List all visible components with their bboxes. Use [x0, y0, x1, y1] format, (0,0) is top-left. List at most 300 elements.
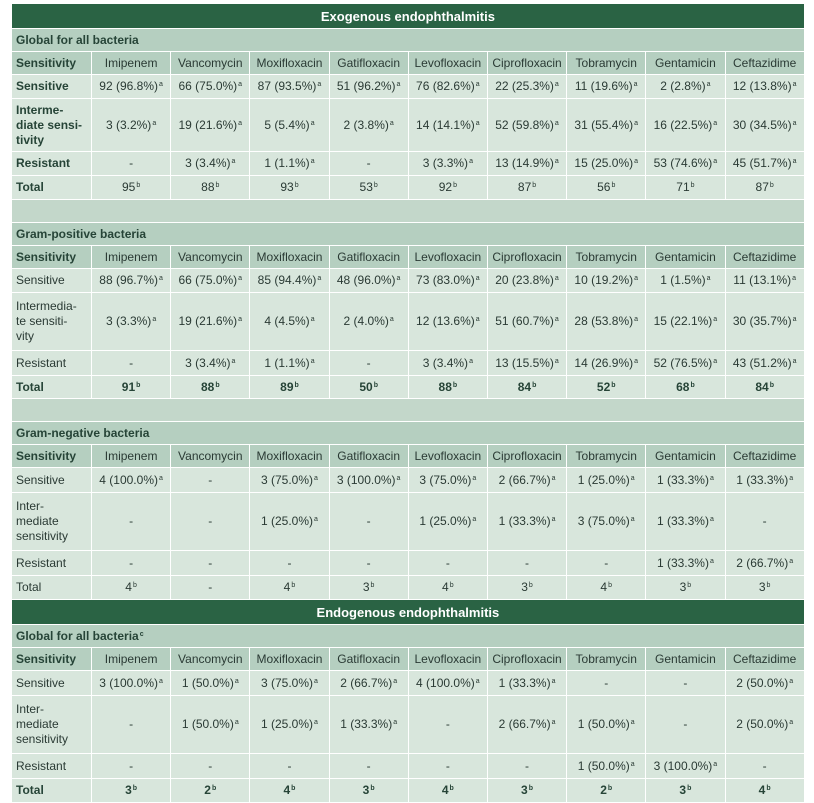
value-cell: [408, 551, 487, 576]
footnote-marker: b: [690, 381, 695, 389]
cell-value: -: [129, 355, 134, 370]
row-label: [12, 468, 92, 493]
value-cell: [567, 99, 646, 152]
value-cell: [250, 293, 329, 351]
footnote-marker: a: [554, 316, 559, 323]
footnote-marker: a: [472, 516, 477, 523]
antibiotic-header: Ciprofloxacin: [487, 648, 566, 671]
antibiotic-header: Gentamicin: [646, 648, 725, 671]
row-label: [12, 671, 92, 696]
footnote-marker: b: [769, 381, 774, 389]
cell-value: -: [445, 717, 450, 731]
value-cell: [725, 468, 804, 493]
row-label: [12, 754, 92, 779]
cell-value: 4 (100.0%): [416, 675, 475, 690]
value-cell: [329, 671, 408, 696]
value-cell: [408, 696, 487, 754]
cell-value: -: [525, 758, 530, 773]
sensitivity-table-container: [11, 3, 804, 803]
row-label: [12, 376, 92, 399]
cell-value: 2 (66.7%): [498, 717, 551, 731]
value-cell: [329, 754, 408, 779]
column-header-row: [12, 445, 805, 468]
value-cell: [92, 293, 171, 351]
cell-value: 53 (74.6%): [653, 156, 713, 170]
value-cell: [646, 152, 725, 176]
cell-value: 1 (1.5%): [660, 273, 706, 287]
cell-value: -: [129, 156, 134, 170]
value-cell: [329, 99, 408, 152]
footnote-marker: b: [211, 785, 217, 792]
section-title: [12, 29, 805, 52]
value-cell: [329, 293, 408, 351]
cell-value: 4: [441, 783, 449, 797]
footnote-marker: a: [393, 719, 398, 726]
cell-value: 30 (35.7%): [732, 314, 792, 328]
cell-value: 48 (96.0%): [336, 273, 396, 287]
footnote-marker: a: [310, 357, 315, 365]
endogenous-title-text: Endogenous endophthalmitis: [12, 600, 805, 625]
antibiotic-header: Tobramycin: [567, 52, 646, 75]
cell-value: -: [208, 514, 213, 528]
antibiotic-header: Gatifloxacin: [329, 445, 408, 468]
antibiotic-header: Ciprofloxacin: [487, 246, 566, 269]
footnote-marker: a: [314, 474, 318, 482]
value-cell: [567, 176, 646, 200]
cell-value: -: [604, 675, 609, 690]
value-cell: [646, 269, 725, 293]
footnote-marker: a: [389, 316, 394, 323]
table-row: [12, 176, 805, 200]
sensitivity-header: Sensitivity: [12, 246, 92, 269]
antibiotic-header: Levofloxacin: [408, 648, 487, 671]
antibiotic-header: Ceftazidime: [725, 52, 804, 75]
row-label-line: Total: [16, 379, 44, 394]
table-row: [12, 468, 805, 493]
cell-value: 88: [201, 180, 215, 194]
value-cell: [329, 75, 408, 99]
cell-value: -: [129, 514, 134, 528]
cell-value: 13 (15.5%): [495, 355, 554, 370]
cell-value: 2 (66.7%): [498, 472, 551, 487]
cell-value: 84: [517, 379, 532, 394]
row-label-line: Interme-: [16, 102, 64, 117]
value-cell: [250, 152, 329, 176]
sensitivity-header: Sensitivity: [12, 648, 92, 671]
footnote-marker: a: [554, 81, 559, 88]
footnote-marker: a: [792, 275, 797, 282]
cell-value: 89: [280, 379, 294, 394]
value-cell: [567, 754, 646, 779]
footnote-marker: b: [136, 381, 141, 389]
table-body: [12, 4, 805, 803]
antibiotic-header: Levofloxacin: [408, 445, 487, 468]
cell-value: 53: [359, 180, 373, 194]
footnote-marker: b: [215, 182, 220, 189]
footnote-marker: a: [475, 275, 480, 282]
row-label-line: Intermedia-: [16, 299, 77, 313]
cell-value: 4: [125, 580, 132, 594]
value-cell: [408, 99, 487, 152]
value-cell: [725, 671, 804, 696]
antibiotic-header: Ceftazidime: [725, 648, 804, 671]
value-cell: [92, 576, 171, 600]
footnote-marker: a: [158, 677, 163, 685]
value-cell: [329, 351, 408, 376]
cell-value: 2 (4.0%): [343, 314, 389, 328]
footnote-marker: a: [634, 316, 639, 323]
value-cell: [725, 376, 804, 399]
footnote-marker: b: [453, 182, 457, 189]
cell-value: 1 (50.0%): [181, 675, 234, 690]
column-header-row: [12, 648, 805, 671]
cell-value: 1 (25.0%): [261, 514, 314, 528]
footnote-marker: a: [317, 275, 322, 282]
value-cell: [92, 696, 171, 754]
cell-value: -: [208, 580, 213, 594]
cell-value: -: [762, 758, 767, 773]
value-cell: [171, 468, 250, 493]
value-cell: [329, 152, 408, 176]
value-cell: [567, 293, 646, 351]
footnote-marker: a: [706, 81, 711, 88]
cell-value: 52: [596, 379, 611, 394]
cell-value: 3 (3.4%): [422, 355, 469, 370]
value-cell: [487, 152, 566, 176]
row-label-line: Resistant: [16, 555, 67, 570]
section-heading: [12, 223, 805, 246]
sensitivity-header: Sensitivity: [12, 445, 92, 468]
value-cell: [92, 269, 171, 293]
value-cell: [171, 176, 250, 200]
value-cell: [92, 551, 171, 576]
antibiotic-header: Tobramycin: [567, 648, 646, 671]
value-cell: [250, 468, 329, 493]
footnote-marker: a: [789, 677, 794, 685]
footnote-marker: a: [310, 158, 315, 165]
value-cell: [487, 493, 566, 551]
antibiotic-header: Imipenem: [92, 648, 171, 671]
value-cell: [92, 75, 171, 99]
footnote-marker: b: [215, 381, 220, 389]
value-cell: [329, 376, 408, 399]
value-cell: [408, 376, 487, 399]
value-cell: [92, 351, 171, 376]
value-cell: [171, 779, 250, 803]
value-cell: [408, 351, 487, 376]
cell-value: 20 (23.8%): [495, 273, 554, 287]
value-cell: [171, 269, 250, 293]
cell-value: -: [525, 555, 530, 570]
row-label: [12, 551, 92, 576]
antibiotic-header: Levofloxacin: [408, 246, 487, 269]
cell-value: 1 (33.3%): [340, 717, 393, 731]
value-cell: [725, 551, 804, 576]
cell-value: 2: [204, 783, 211, 797]
value-cell: [646, 779, 725, 803]
cell-value: 3 (75.0%): [261, 675, 314, 690]
cell-value: 4: [283, 580, 291, 594]
footnote-marker: a: [469, 357, 473, 365]
footnote-marker: a: [713, 158, 718, 165]
cell-value: 85 (94.4%): [257, 273, 317, 287]
value-cell: [725, 176, 804, 200]
cell-value: 15 (25.0%): [574, 156, 634, 170]
endogenous-title: [12, 600, 805, 625]
cell-value: 4 (100.0%): [99, 472, 158, 487]
cell-value: 1 (50.0%): [577, 758, 630, 773]
footnote-marker: a: [634, 158, 639, 165]
footnote-marker: b: [607, 785, 613, 792]
table-row: [12, 779, 805, 803]
value-cell: [646, 493, 725, 551]
footnote-marker: a: [475, 316, 480, 323]
cell-value: 2 (50.0%): [736, 675, 789, 690]
cell-value: 91: [121, 379, 136, 394]
cell-value: 87 (93.5%): [257, 79, 317, 93]
cell-value: -: [445, 555, 450, 570]
table-row: [12, 376, 805, 399]
value-cell: [646, 696, 725, 754]
value-cell: [725, 696, 804, 754]
footnote-marker: a: [231, 158, 236, 165]
cell-value: 14 (14.1%): [416, 117, 475, 132]
footnote-marker: b: [687, 785, 692, 792]
value-cell: [725, 293, 804, 351]
cell-value: -: [762, 514, 767, 528]
value-cell: [171, 576, 250, 600]
row-label: [12, 493, 92, 551]
spacer-cell: [12, 399, 805, 422]
cell-value: 88: [200, 379, 215, 394]
footnote-marker: a: [789, 474, 794, 482]
cell-value: 3 (75.0%): [261, 472, 314, 487]
footnote-marker: b: [291, 785, 296, 792]
cell-value: 2 (50.0%): [736, 717, 789, 731]
value-cell: [646, 551, 725, 576]
footnote-marker: b: [766, 785, 771, 792]
value-cell: [646, 468, 725, 493]
value-cell: [92, 376, 171, 399]
cell-value: 45 (51.7%): [732, 156, 792, 170]
cell-value: 3: [521, 580, 528, 594]
cell-value: -: [129, 758, 134, 773]
footnote-marker: a: [389, 119, 394, 127]
cell-value: 1 (33.3%): [656, 472, 709, 487]
footnote-marker: a: [709, 557, 714, 565]
cell-value: -: [683, 675, 688, 690]
value-cell: [408, 779, 487, 803]
cell-value: -: [366, 555, 371, 570]
cell-value: 19 (21.6%): [178, 117, 238, 132]
cell-value: 68: [676, 379, 690, 394]
cell-value: 2 (66.7%): [340, 675, 393, 690]
footnote-marker: a: [634, 357, 639, 365]
cell-value: 11 (13.1%): [733, 273, 792, 287]
footnote-marker: a: [234, 677, 239, 685]
cell-value: -: [366, 758, 371, 773]
value-cell: [250, 351, 329, 376]
footnote-marker: a: [713, 760, 718, 768]
cell-value: 12 (13.8%): [732, 79, 792, 93]
value-cell: [92, 152, 171, 176]
value-cell: [646, 99, 725, 152]
antibiotic-header: Gentamicin: [646, 246, 725, 269]
footnote-marker: a: [475, 119, 480, 127]
cell-value: 15 (22.1%): [653, 314, 713, 328]
value-cell: [171, 75, 250, 99]
table-row: [12, 671, 805, 696]
cell-value: 73 (83.0%): [416, 273, 475, 287]
footnote-marker: a: [238, 275, 243, 282]
value-cell: [487, 468, 566, 493]
footnote-marker: b: [532, 381, 537, 389]
cell-value: 1 (33.3%): [498, 514, 551, 528]
cell-value: 2 (66.7%): [736, 555, 789, 570]
cell-value: -: [287, 555, 292, 570]
cell-value: 3 (3.4%): [185, 355, 231, 370]
value-cell: [725, 754, 804, 779]
footnote-marker: b: [449, 582, 454, 589]
footnote-marker: a: [789, 719, 794, 726]
footnote-marker: a: [234, 719, 239, 726]
antibiotic-header: Gatifloxacin: [329, 648, 408, 671]
value-cell: [250, 75, 329, 99]
antibiotic-header: Imipenem: [92, 52, 171, 75]
value-cell: [171, 152, 250, 176]
cell-value: 3: [362, 783, 370, 797]
value-cell: [408, 493, 487, 551]
value-cell: [646, 376, 725, 399]
footnote-marker: a: [634, 119, 639, 127]
footnote-marker: b: [766, 582, 771, 589]
value-cell: [487, 376, 566, 399]
cell-value: 2 (3.8%): [343, 117, 389, 132]
cell-value: -: [208, 758, 213, 773]
value-cell: [250, 376, 329, 399]
value-cell: [408, 176, 487, 200]
table-row: [12, 576, 805, 600]
footnote-marker: a: [472, 474, 477, 482]
value-cell: [487, 754, 566, 779]
footnote-marker: a: [630, 719, 635, 726]
footnote-marker: a: [396, 474, 401, 482]
footnote-marker: a: [713, 357, 718, 365]
value-cell: [487, 176, 566, 200]
value-cell: [408, 468, 487, 493]
value-cell: [487, 671, 566, 696]
antibiotic-header: Moxifloxacin: [250, 246, 329, 269]
value-cell: [725, 152, 804, 176]
table-row: [12, 269, 805, 293]
footnote-marker: a: [554, 357, 559, 365]
row-label-line: Sensitive: [16, 79, 69, 93]
value-cell: [567, 551, 646, 576]
value-cell: [171, 293, 250, 351]
cell-value: -: [287, 758, 292, 773]
footnote-marker: a: [789, 557, 794, 565]
value-cell: [487, 269, 566, 293]
value-cell: [487, 696, 566, 754]
value-cell: [725, 576, 804, 600]
cell-value: 3 (3.4%): [185, 156, 231, 170]
cell-value: 11 (19.6%): [574, 79, 633, 93]
cell-value: 52 (59.8%): [495, 117, 554, 132]
row-label: [12, 696, 92, 754]
value-cell: [92, 779, 171, 803]
footnote-marker: b: [769, 182, 774, 189]
value-cell: [329, 176, 408, 200]
value-cell: [329, 269, 408, 293]
value-cell: [487, 99, 566, 152]
footnote-marker: a: [709, 474, 714, 482]
footnote-marker: a: [634, 275, 639, 282]
antibiotic-header: Gatifloxacin: [329, 52, 408, 75]
footnote-marker: a: [469, 158, 473, 165]
footnote-marker: a: [713, 316, 718, 323]
value-cell: [646, 75, 725, 99]
footnote-marker: b: [528, 582, 533, 589]
footnote-marker: b: [532, 182, 537, 189]
cell-value: -: [129, 717, 134, 731]
cell-value: 3 (100.0%): [99, 675, 158, 690]
value-cell: [567, 779, 646, 803]
footnote-marker: a: [551, 677, 556, 685]
cell-value: 12 (13.6%): [416, 314, 475, 328]
footnote-marker: b: [528, 785, 534, 792]
row-label: [12, 269, 92, 293]
footnote-marker: a: [310, 119, 315, 127]
cell-value: 1 (33.3%): [736, 472, 789, 487]
value-cell: [408, 75, 487, 99]
cell-value: 3: [362, 580, 370, 594]
footnote-marker: b: [370, 785, 375, 792]
value-cell: [329, 493, 408, 551]
column-header-row: [12, 246, 805, 269]
value-cell: [567, 696, 646, 754]
row-label-line: vity: [16, 329, 34, 343]
value-cell: [171, 99, 250, 152]
table-row: [12, 99, 805, 152]
row-label-line: sensitivity: [16, 529, 69, 543]
footnote-marker: a: [713, 119, 718, 127]
cell-value: 1 (33.3%): [656, 514, 709, 528]
value-cell: [487, 293, 566, 351]
footnote-marker: b: [449, 785, 454, 792]
cell-value: -: [129, 555, 134, 570]
value-cell: [725, 493, 804, 551]
exogenous-title-text: Exogenous endophthalmitis: [12, 4, 805, 29]
antibiotic-header: Tobramycin: [567, 445, 646, 468]
value-cell: [646, 293, 725, 351]
value-cell: [92, 493, 171, 551]
cell-value: 22 (25.3%): [495, 79, 554, 93]
value-cell: [92, 671, 171, 696]
footnote-marker: b: [370, 582, 375, 589]
cell-value: -: [366, 514, 371, 528]
value-cell: [725, 269, 804, 293]
value-cell: [567, 468, 646, 493]
cell-value: 19 (21.6%): [178, 314, 238, 328]
row-label-line: Resistant: [16, 156, 71, 170]
footnote-marker: a: [551, 474, 556, 482]
row-label: [12, 176, 92, 200]
cell-value: 1 (50.0%): [181, 717, 234, 731]
footnote-marker: b: [373, 381, 378, 389]
footnote-marker: a: [393, 677, 398, 685]
table-row: [12, 351, 805, 376]
cell-value: 66 (75.0%): [178, 79, 238, 93]
